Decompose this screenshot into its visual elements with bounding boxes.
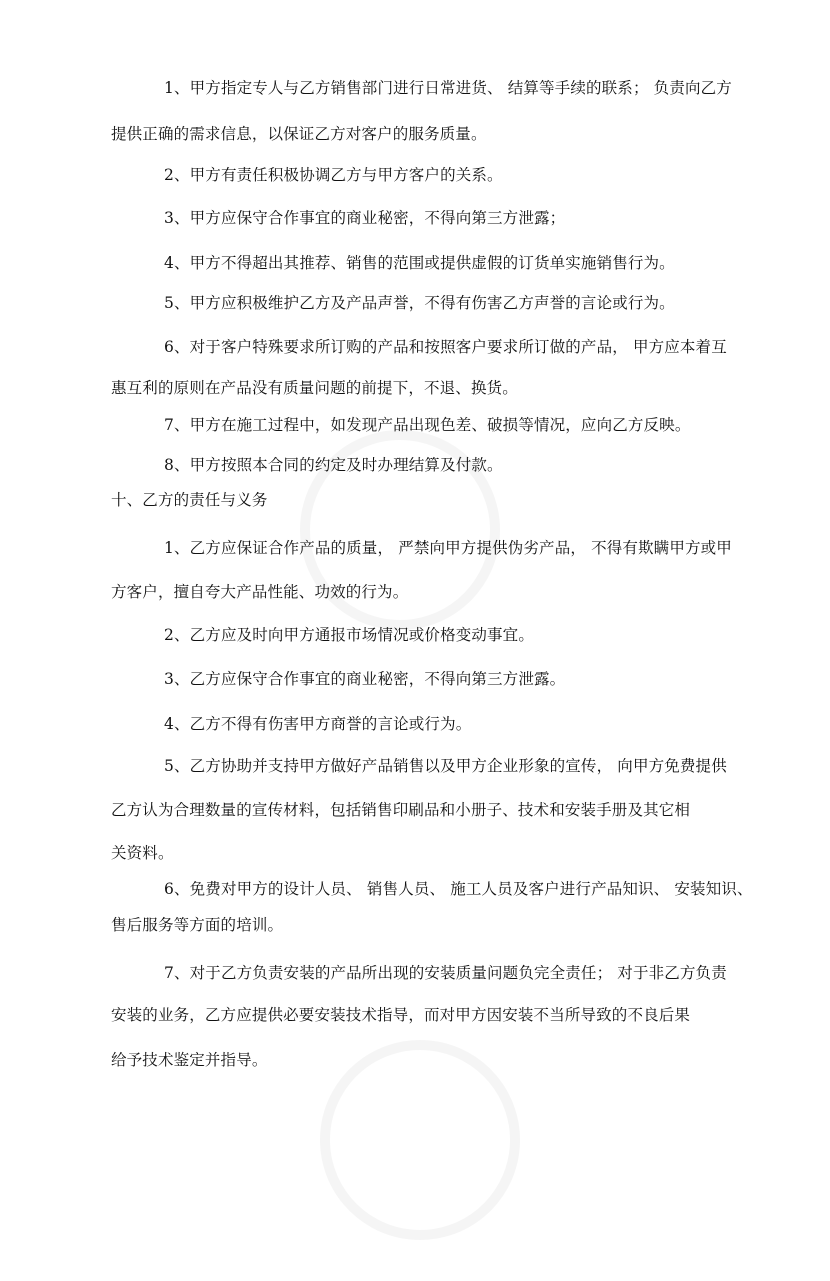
clause-10-7-line-2: 安装的业务，乙方应提供必要安装技术指导，而对甲方因安装不当所导致的不良后果 — [111, 1006, 691, 1024]
clause-10-1-line-1: 1、乙方应保证合作产品的质量， 严禁向甲方提供伪劣产品， 不得有欺瞒甲方或甲 — [164, 539, 732, 557]
clause-9-2: 2、甲方有责任积极协调乙方与甲方客户的关系。 — [164, 166, 503, 184]
clause-10-4: 4、乙方不得有伤害甲方商誉的言论或行为。 — [164, 715, 472, 733]
clause-9-1-line-1: 1、甲方指定专人与乙方销售部门进行日常进货、 结算等手续的联系； 负责向乙方 — [164, 79, 732, 97]
clause-10-2: 2、乙方应及时向甲方通报市场情况或价格变动事宜。 — [164, 626, 534, 644]
clause-9-3: 3、甲方应保守合作事宜的商业秘密，不得向第三方泄露； — [164, 209, 566, 227]
clause-10-3: 3、乙方应保守合作事宜的商业秘密，不得向第三方泄露。 — [164, 670, 566, 688]
clause-9-6-line-1: 6、对于客户特殊要求所订购的产品和按照客户要求所订做的产品， 甲方应本着互 — [164, 338, 727, 356]
clause-9-1-line-2: 提供正确的需求信息，以保证乙方对客户的服务质量。 — [111, 125, 487, 143]
watermark-stamp — [279, 999, 561, 1281]
clause-9-7: 7、甲方在施工过程中，如发现产品出现色差、破损等情况，应向乙方反映。 — [164, 416, 691, 434]
clause-9-8: 8、甲方按照本合同的约定及时办理结算及付款。 — [164, 456, 503, 474]
section-10-heading: 十、乙方的责任与义务 — [111, 491, 268, 509]
clause-9-6-line-2: 惠互利的原则在产品没有质量问题的前提下，不退、换货。 — [111, 379, 518, 397]
clause-9-5: 5、甲方应积极维护乙方及产品声誉，不得有伤害乙方声誉的言论或行为。 — [164, 294, 675, 312]
clause-10-6-line-2: 售后服务等方面的培训。 — [111, 916, 284, 934]
clause-10-7-line-1: 7、对于乙方负责安装的产品所出现的安装质量问题负完全责任； 对于非乙方负责 — [164, 964, 727, 982]
clause-9-4: 4、甲方不得超出其推荐、销售的范围或提供虚假的订货单实施销售行为。 — [164, 254, 675, 272]
clause-10-1-line-2: 方客户，擅自夸大产品性能、功效的行为。 — [111, 583, 409, 601]
clause-10-5-line-1: 5、乙方协助并支持甲方做好产品销售以及甲方企业形象的宣传， 向甲方免费提供 — [164, 757, 727, 775]
clause-10-5-line-2: 乙方认为合理数量的宣传材料，包括销售印刷品和小册子、技术和安装手册及其它相 — [111, 801, 691, 819]
clause-10-7-line-3: 给予技术鉴定并指导。 — [111, 1051, 268, 1069]
clause-10-6-line-1: 6、免费对甲方的设计人员、 销售人员、 施工人员及客户进行产品知识、 安装知识、 — [164, 880, 753, 898]
clause-10-5-line-3: 关资料。 — [111, 844, 174, 862]
